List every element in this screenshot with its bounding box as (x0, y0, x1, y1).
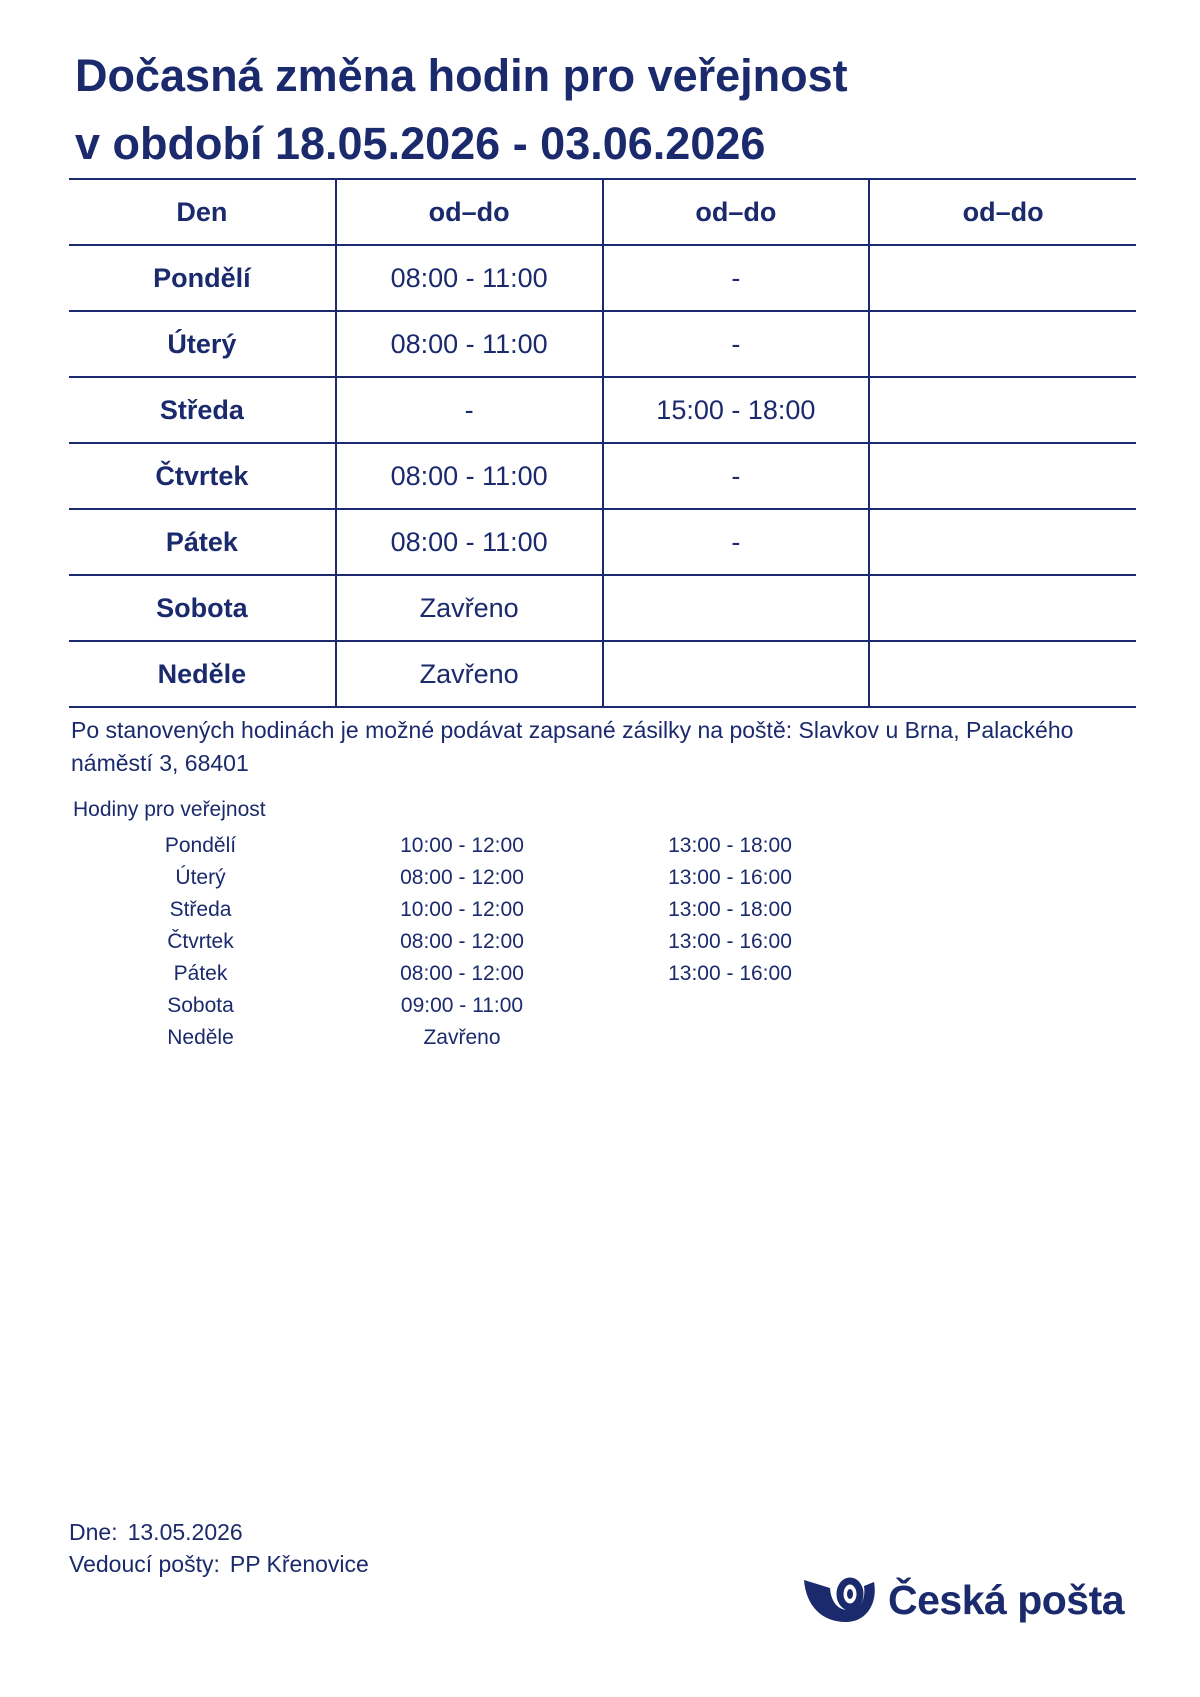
public-time-1: 10:00 - 12:00 (400, 834, 524, 857)
public-hours-title: Hodiny pro veřejnost (73, 798, 266, 821)
public-day: Čtvrtek (167, 930, 234, 953)
alternative-post-office-note: Po stanovených hodinách je možné podávat zapsané zásilky na poště: Slavkov u Brna, Palackého náměstí 3, 68401 (71, 717, 1074, 776)
date-value: 13.05.2026 (127, 1519, 243, 1545)
list-item (73, 990, 864, 1022)
time-cell (869, 377, 1136, 443)
time-cell: 08:00 - 11:00 (336, 509, 603, 575)
public-day: Úterý (175, 866, 226, 889)
manager-value: PP Křenovice (229, 1551, 369, 1577)
public-time-1: 10:00 - 12:00 (400, 898, 524, 921)
header-from-to-3: od–do (869, 179, 1136, 245)
time-cell: 08:00 - 11:00 (336, 311, 603, 377)
time-cell (869, 509, 1136, 575)
page-title (75, 42, 848, 178)
public-time-2: 13:00 - 18:00 (668, 834, 792, 857)
public-time-1: Zavřeno (423, 1026, 501, 1049)
day-cell: Pondělí (69, 245, 336, 311)
public-time-1: 09:00 - 11:00 (400, 994, 524, 1017)
public-time-2: 13:00 - 18:00 (668, 898, 792, 921)
list-item (73, 926, 864, 958)
header-day: Den (69, 179, 336, 245)
day-cell: Pátek (69, 509, 336, 575)
manager-line (69, 1548, 369, 1580)
time-cell: - (603, 509, 870, 575)
public-time-1: 08:00 - 12:00 (400, 866, 524, 889)
day-cell: Čtvrtek (69, 443, 336, 509)
day-cell: Úterý (69, 311, 336, 377)
temporary-hours-table (69, 178, 1136, 708)
public-time-1: 08:00 - 12:00 (400, 962, 524, 985)
time-cell: - (603, 443, 870, 509)
table-row (69, 443, 1136, 509)
time-cell: - (603, 311, 870, 377)
table-header-row (69, 179, 1136, 245)
public-time-2: 13:00 - 16:00 (668, 930, 792, 953)
list-item (73, 894, 864, 926)
time-cell: 08:00 - 11:00 (336, 443, 603, 509)
day-cell: Sobota (69, 575, 336, 641)
list-item (73, 958, 864, 990)
time-cell: 08:00 - 11:00 (336, 245, 603, 311)
public-day: Sobota (167, 994, 234, 1017)
public-time-2: 13:00 - 16:00 (668, 866, 792, 889)
public-day: Pondělí (164, 834, 237, 857)
table-row (69, 245, 1136, 311)
list-item (73, 830, 864, 862)
table-row (69, 377, 1136, 443)
day-cell: Neděle (69, 641, 336, 707)
header-from-to-2: od–do (603, 179, 870, 245)
date-line (69, 1516, 369, 1548)
time-cell (603, 575, 870, 641)
time-cell (869, 245, 1136, 311)
table-row (69, 311, 1136, 377)
time-cell: 15:00 - 18:00 (603, 377, 870, 443)
time-cell: Zavřeno (336, 641, 603, 707)
title-line-2: v období 18.05.2026 - 03.06.2026 (75, 118, 766, 169)
time-cell (603, 641, 870, 707)
ceska-posta-logo (800, 1570, 1140, 1630)
time-cell: - (336, 377, 603, 443)
time-cell (869, 311, 1136, 377)
public-time-2 (596, 990, 864, 1022)
logo-text: Česká pošta (888, 1576, 1125, 1623)
manager-label: Vedoucí pošty: (69, 1551, 220, 1577)
public-hours-table (73, 830, 864, 1054)
header-from-to-1: od–do (336, 179, 603, 245)
time-cell: - (603, 245, 870, 311)
public-time-2 (596, 1022, 864, 1054)
public-time-2: 13:00 - 16:00 (668, 962, 792, 985)
table-row (69, 641, 1136, 707)
title-line-1: Dočasná změna hodin pro veřejnost (75, 50, 848, 101)
public-day: Středa (169, 898, 232, 921)
footer-signature (69, 1516, 369, 1580)
postal-horn-icon (800, 1574, 878, 1626)
date-label: Dne: (69, 1519, 118, 1545)
day-cell: Středa (69, 377, 336, 443)
list-item (73, 862, 864, 894)
public-time-1: 08:00 - 12:00 (400, 930, 524, 953)
public-day: Pátek (173, 962, 228, 985)
time-cell (869, 641, 1136, 707)
time-cell (869, 443, 1136, 509)
public-day: Neděle (167, 1026, 234, 1049)
time-cell (869, 575, 1136, 641)
table-row (69, 575, 1136, 641)
time-cell: Zavřeno (336, 575, 603, 641)
table-row (69, 509, 1136, 575)
list-item (73, 1022, 864, 1054)
